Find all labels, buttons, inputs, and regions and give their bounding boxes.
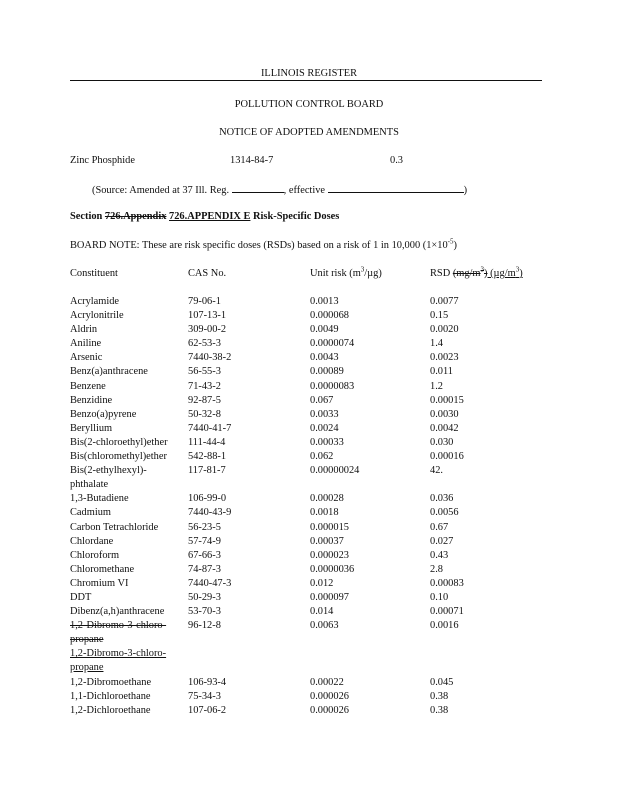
unit-risk-exp: 3 <box>360 265 365 274</box>
table-cell: 0.00033 <box>310 436 344 448</box>
table-cell: 0.0018 <box>310 507 339 519</box>
board-note <box>70 237 457 251</box>
table-cell <box>430 647 540 661</box>
table-cell: 0.0000074 <box>310 338 355 350</box>
table-cell: 0.00083 <box>430 577 464 589</box>
rsd-old-text: (mg/m <box>452 268 481 279</box>
table-cell: 75-34-3 <box>188 690 221 702</box>
table-row <box>70 647 540 661</box>
table-cell: Benzo(a)pyrene <box>70 408 137 420</box>
table-row <box>70 535 540 549</box>
table-cell: 0.000023 <box>310 549 349 561</box>
table-row <box>70 605 540 619</box>
table-cell <box>430 478 540 492</box>
table-cell: 7440-38-2 <box>188 352 232 364</box>
table-row <box>70 549 540 563</box>
section-old-number: 726.Appendix <box>104 211 167 222</box>
section-new-number: 726.APPENDIX E <box>169 211 251 222</box>
table-row <box>70 436 540 450</box>
table-cell: 0.00022 <box>310 676 344 688</box>
table-cell: Bis(chloromethyl)ether <box>70 451 167 463</box>
table-cell: 0.027 <box>430 535 454 547</box>
table-cell: 50-32-8 <box>188 408 221 420</box>
table-cell: 107-06-2 <box>188 704 227 716</box>
board-note-text: BOARD NOTE: These are risk specific doses (RSDs) based on a risk of 1 in 10,000 (1×10 <box>70 240 448 251</box>
col-header-constituent: Constituent <box>70 268 118 279</box>
source-line <box>92 183 467 196</box>
table-cell: Bis(2-ethylhexyl)- <box>70 465 147 477</box>
table-cell: Chromium VI <box>70 577 129 589</box>
table-row <box>70 492 540 506</box>
table-cell <box>70 633 188 647</box>
col-header-rsd <box>430 265 523 279</box>
header-rule <box>70 80 542 81</box>
table-cell: DDT <box>70 591 92 603</box>
table-cell: 0.011 <box>430 366 453 378</box>
table-cell: 0.0000083 <box>310 380 355 392</box>
prev-row-name: Zinc Phosphide <box>70 155 135 166</box>
table-cell: 0.067 <box>310 394 334 406</box>
table-cell: 79-06-1 <box>188 296 221 307</box>
notice-title: NOTICE OF ADOPTED AMENDMENTS <box>219 127 399 138</box>
table-cell: 0.00016 <box>430 451 464 463</box>
table-cell: 0.0020 <box>430 324 459 336</box>
table-cell: 0.030 <box>430 436 454 448</box>
table-cell: 74-87-3 <box>188 563 221 575</box>
table-cell: 56-55-3 <box>188 366 221 378</box>
rsd-old-unit <box>452 265 488 279</box>
table-cell <box>310 478 430 492</box>
table-cell: Acrylonitrile <box>70 310 124 322</box>
table-row <box>70 521 540 535</box>
unit-risk-end: /µg) <box>364 268 382 279</box>
board-title: POLLUTION CONTROL BOARD <box>234 99 384 110</box>
table-row <box>70 619 540 633</box>
dibromo-text: 0.0016 <box>430 620 459 632</box>
table-cell <box>188 647 310 661</box>
table-cell: 7440-43-9 <box>188 507 232 519</box>
table-cell: 0.38 <box>430 690 449 702</box>
source-suffix: ) <box>463 185 468 196</box>
table-cell: 0.00015 <box>430 394 464 406</box>
table-cell: Chlordane <box>70 535 114 547</box>
table-cell: 111-44-4 <box>188 436 226 448</box>
table-row <box>70 661 540 675</box>
table-cell: 0.045 <box>430 676 454 688</box>
table-row <box>70 295 540 309</box>
table-row <box>70 506 540 520</box>
table-cell: 1,2-Dichloroethane <box>70 704 151 716</box>
table-cell: 0.000097 <box>310 591 349 603</box>
table-cell <box>188 619 310 633</box>
table-row <box>70 676 540 690</box>
table-cell: 0.062 <box>310 451 334 463</box>
table-cell: 0.0023 <box>430 352 459 364</box>
table-cell: 0.0000036 <box>310 563 355 575</box>
table-cell: 106-93-4 <box>188 676 227 688</box>
table-cell <box>430 661 540 675</box>
table-cell: 0.000068 <box>310 310 349 322</box>
table-cell: 1,3-Butadiene <box>70 493 129 505</box>
table-cell: 0.10 <box>430 591 449 603</box>
table-cell: 0.43 <box>430 549 449 561</box>
table-cell: 1,2-Dibromoethane <box>70 676 152 688</box>
table-cell: 0.00037 <box>310 535 344 547</box>
table-row <box>70 577 540 591</box>
table-cell: 1.2 <box>430 380 443 392</box>
table-cell: 542-88-1 <box>188 451 227 463</box>
table-cell <box>70 647 188 661</box>
table-cell: Bis(2-chloroethyl)ether <box>70 436 168 448</box>
board-note-exponent: -5 <box>447 237 454 246</box>
table-cell: 1.4 <box>430 338 443 350</box>
table-cell <box>310 633 430 647</box>
table-cell: Benzidine <box>70 394 113 406</box>
prev-row-cas: 1314-84-7 <box>230 155 274 166</box>
table-cell: 0.0043 <box>310 352 339 364</box>
effective-date-blank <box>328 183 464 193</box>
source-mid: , effective <box>283 185 328 196</box>
table-cell: 0.000026 <box>310 690 349 702</box>
table-cell <box>310 661 430 675</box>
table-cell: 71-43-2 <box>188 380 221 392</box>
table-cell: 92-87-5 <box>188 394 221 406</box>
register-title: ILLINOIS REGISTER <box>260 68 358 79</box>
rsd-new-text: (µg/m <box>487 268 516 279</box>
table-row <box>70 478 540 492</box>
table-cell: 0.0013 <box>310 296 339 307</box>
table-cell: 0.000026 <box>310 704 349 716</box>
col-header-unit-risk <box>310 265 382 279</box>
dibromo-text: propane <box>70 634 104 646</box>
table-cell <box>70 619 188 633</box>
table-cell: 0.38 <box>430 704 449 716</box>
table-row <box>70 365 540 379</box>
table-cell <box>188 661 310 675</box>
table-cell: Dibenz(a,h)anthracene <box>70 606 165 618</box>
table-cell: 7440-47-3 <box>188 577 232 589</box>
rsd-label: RSD <box>430 268 453 279</box>
table-cell: 57-74-9 <box>188 535 221 547</box>
table-cell: phthalate <box>70 479 109 491</box>
table-cell <box>430 633 540 647</box>
rsd-new-unit <box>487 265 523 279</box>
table-cell: 42. <box>430 465 443 477</box>
table-cell: 53-70-3 <box>188 606 221 618</box>
dibromo-text: 96-12-8 <box>188 620 221 632</box>
rsd-new-exp: 3 <box>515 265 520 274</box>
source-prefix: (Source: Amended at 37 Ill. Reg. <box>92 185 232 196</box>
table-row <box>70 450 540 464</box>
table-row <box>70 704 540 718</box>
table-cell: 0.036 <box>430 493 454 505</box>
col-header-cas: CAS No. <box>188 268 227 279</box>
table-cell: 0.00000024 <box>310 465 360 477</box>
rsd-table-body <box>70 295 540 718</box>
rsd-table <box>70 295 540 718</box>
rsd-old-end: ) <box>484 268 488 279</box>
table-cell: 2.8 <box>430 563 443 575</box>
table-cell: 106-99-0 <box>188 493 227 505</box>
table-cell: 7440-41-7 <box>188 422 232 434</box>
table-cell: 107-13-1 <box>188 310 227 322</box>
rsd-new-end: ) <box>519 268 523 279</box>
table-row <box>70 408 540 422</box>
table-cell: 0.15 <box>430 310 449 322</box>
unit-risk-label: Unit risk (m <box>310 268 361 279</box>
table-row <box>70 394 540 408</box>
table-cell: Beryllium <box>70 422 113 434</box>
table-cell: 0.0077 <box>430 296 459 307</box>
table-cell: 0.00071 <box>430 606 464 618</box>
dibromo-text: 1,2-Dibromo-3-chloro- <box>70 648 167 660</box>
table-row <box>70 351 540 365</box>
table-row <box>70 380 540 394</box>
dibromo-text: propane <box>70 662 104 674</box>
table-cell: 0.014 <box>310 606 334 618</box>
table-cell: 0.0033 <box>310 408 339 420</box>
table-cell <box>188 633 310 647</box>
table-cell: 0.000015 <box>310 521 349 533</box>
table-cell <box>310 647 430 661</box>
table-cell: 56-23-5 <box>188 521 221 533</box>
table-cell: 62-53-3 <box>188 338 221 350</box>
dibromo-text: 1,2-Dibromo-3-chloro- <box>70 620 167 632</box>
table-cell <box>188 478 310 492</box>
dibromo-text: 0.0063 <box>310 620 339 632</box>
table-row <box>70 422 540 436</box>
prev-row-value: 0.3 <box>390 155 403 166</box>
table-cell: 309-00-2 <box>188 324 227 336</box>
table-cell: Chloroform <box>70 549 120 561</box>
table-cell: Aldrin <box>70 324 98 336</box>
table-cell: Benz(a)anthracene <box>70 366 148 378</box>
rsd-old-exp: 3 <box>480 265 485 274</box>
table-cell: 0.0056 <box>430 507 459 519</box>
table-cell: Aniline <box>70 338 102 350</box>
table-cell <box>310 619 430 633</box>
table-cell: 0.0042 <box>430 422 459 434</box>
table-cell: Carbon Tetrachloride <box>70 521 159 533</box>
table-cell: 67-66-3 <box>188 549 221 561</box>
table-cell: 117-81-7 <box>188 465 226 477</box>
table-cell: Cadmium <box>70 507 111 519</box>
table-cell: 0.0024 <box>310 422 339 434</box>
table-row <box>70 464 540 478</box>
section-title: Risk-Specific Doses <box>250 211 340 222</box>
table-row <box>70 591 540 605</box>
table-cell: Chloromethane <box>70 563 135 575</box>
table-cell: 50-29-3 <box>188 591 221 603</box>
table-cell <box>430 619 540 633</box>
table-cell <box>70 661 188 675</box>
table-cell: 0.012 <box>310 577 334 589</box>
table-row <box>70 309 540 323</box>
table-cell: Benzene <box>70 380 106 392</box>
table-row <box>70 633 540 647</box>
table-cell: Acrylamide <box>70 296 120 307</box>
table-cell: 0.0049 <box>310 324 339 336</box>
table-cell: 1,1-Dichloroethane <box>70 690 151 702</box>
table-row <box>70 323 540 337</box>
table-cell: 0.0030 <box>430 408 459 420</box>
reg-page-blank <box>232 183 284 193</box>
board-note-close: ) <box>453 240 457 251</box>
table-cell: 0.00028 <box>310 493 344 505</box>
table-cell: 0.67 <box>430 521 449 533</box>
table-row <box>70 563 540 577</box>
table-cell: Arsenic <box>70 352 103 364</box>
table-cell: 0.00089 <box>310 366 344 378</box>
section-heading <box>70 211 339 222</box>
table-row <box>70 337 540 351</box>
table-row <box>70 690 540 704</box>
section-label: Section <box>70 211 105 222</box>
